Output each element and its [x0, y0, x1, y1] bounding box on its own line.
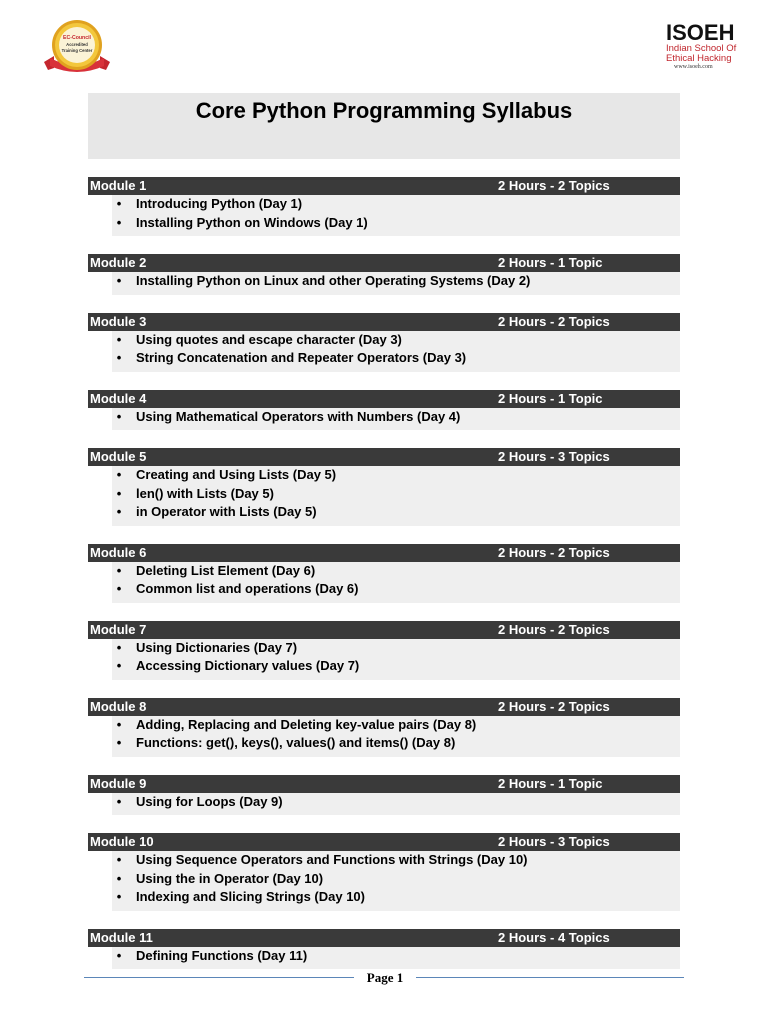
module-name: Module 10: [90, 834, 154, 849]
page-title: Core Python Programming Syllabus: [195, 98, 573, 123]
module-name: Module 8: [90, 698, 147, 714]
module-gap: [88, 603, 680, 621]
topic-text: Deleting List Element (Day 6): [136, 562, 316, 578]
topic-text: Using quotes and escape character (Day 3): [136, 331, 402, 347]
module-topics: [112, 851, 680, 911]
topic-text: Installing Python on Linux and other Operating Systems (Day 2): [136, 273, 531, 288]
topic-text: Functions: get(), keys(), values() and items() (Day 8): [136, 735, 456, 750]
module-topics: [112, 562, 680, 603]
topic-text: Introducing Python (Day 1): [136, 196, 303, 211]
module-gap: [88, 430, 680, 448]
isoeh-url: www.isoeh.com: [674, 64, 713, 70]
module-topics: [112, 639, 680, 680]
bullet-icon: •: [116, 196, 122, 211]
module-topics: [112, 793, 680, 816]
module-hours: 2 Hours - 3 Topics: [498, 449, 610, 464]
module-hours: 2 Hours - 2 Topics: [498, 313, 610, 329]
module-gap: [88, 757, 680, 775]
module-topics: [112, 716, 680, 757]
bullet-icon: •: [116, 408, 122, 424]
module-header: [88, 313, 680, 331]
module-section: [88, 313, 680, 390]
bullet-icon: •: [116, 214, 122, 230]
module-list: [88, 177, 680, 969]
module-gap: [88, 236, 680, 254]
topic-text: Using for Loops (Day 9): [136, 793, 283, 809]
module-gap: [88, 911, 680, 929]
topic-text: Defining Functions (Day 11): [136, 947, 308, 963]
bullet-icon: •: [116, 716, 122, 732]
module-topics: [112, 195, 680, 236]
topic-text: String Concatenation and Repeater Operators (Day 3): [136, 350, 467, 365]
topic-text: Using the in Operator (Day 10): [136, 870, 324, 886]
bullet-icon: •: [116, 581, 122, 596]
module-hours: 2 Hours - 2 Topics: [498, 544, 610, 560]
module-header: [88, 775, 680, 793]
badge-icon: [40, 18, 114, 80]
bullet-icon: •: [116, 852, 122, 867]
bullet-icon: •: [116, 562, 122, 578]
module-hours: 2 Hours - 4 Topics: [498, 929, 610, 945]
topic-item: [112, 195, 680, 214]
topic-item: [112, 485, 680, 504]
topic-item: [112, 851, 680, 870]
topic-text: Using Dictionaries (Day 7): [136, 639, 298, 655]
topic-text: Installing Python on Windows (Day 1): [136, 214, 368, 230]
module-name: Module 5: [90, 449, 147, 464]
module-section: [88, 775, 680, 834]
module-gap: [88, 526, 680, 544]
bullet-icon: •: [116, 947, 122, 963]
module-hours: 2 Hours - 2 Topics: [498, 698, 610, 714]
topic-item: [112, 870, 680, 889]
module-section: [88, 621, 680, 698]
bullet-icon: •: [116, 658, 122, 673]
bullet-icon: •: [116, 331, 122, 347]
module-gap: [88, 372, 680, 390]
module-header: [88, 621, 680, 639]
module-section: [88, 177, 680, 254]
module-name: Module 1: [90, 178, 147, 193]
topic-item: [112, 639, 680, 658]
module-header: [88, 390, 680, 408]
bullet-icon: •: [116, 793, 122, 809]
bullet-icon: •: [116, 273, 122, 288]
module-name: Module 11: [90, 929, 153, 945]
topic-item: [112, 408, 680, 427]
topic-text: Using Mathematical Operators with Numbers (Day 4): [136, 408, 461, 424]
module-header: [88, 698, 680, 716]
module-header: [88, 448, 680, 466]
topic-item: [112, 793, 680, 812]
topic-item: [112, 466, 680, 485]
module-topics: [112, 408, 680, 431]
module-hours: 2 Hours - 2 Topics: [498, 621, 610, 637]
badge-line2: Accredited: [66, 42, 88, 47]
module-topics: [112, 466, 680, 526]
page-footer: [84, 966, 684, 990]
module-section: [88, 390, 680, 449]
module-hours: 2 Hours - 1 Topic: [498, 255, 603, 270]
module-name: Module 9: [90, 775, 147, 791]
badge-line3: Training Center: [61, 48, 93, 53]
module-section: [88, 833, 680, 929]
module-gap: [88, 295, 680, 313]
topic-item: [112, 657, 680, 676]
topic-item: [112, 503, 680, 522]
topic-text: len() with Lists (Day 5): [136, 485, 274, 501]
footer-rule-right: [416, 977, 684, 978]
module-name: Module 2: [90, 255, 147, 270]
topic-item: [112, 349, 680, 368]
bullet-icon: •: [116, 735, 122, 750]
isoeh-sub1: Indian School Of: [666, 43, 737, 54]
bullet-icon: •: [116, 889, 122, 904]
module-topics: [112, 272, 680, 295]
module-hours: 2 Hours - 1 Topic: [498, 390, 603, 406]
module-header: [88, 254, 680, 272]
topic-item: [112, 214, 680, 233]
topic-text: Indexing and Slicing Strings (Day 10): [136, 889, 365, 904]
module-gap: [88, 680, 680, 698]
bullet-icon: •: [116, 870, 122, 886]
title-box: [88, 93, 680, 159]
topic-text: Creating and Using Lists (Day 5): [136, 467, 337, 482]
topic-item: [112, 331, 680, 350]
module-header: [88, 544, 680, 562]
topic-item: [112, 580, 680, 599]
bullet-icon: •: [116, 467, 122, 482]
topic-text: Common list and operations (Day 6): [136, 581, 359, 596]
module-section: [88, 544, 680, 621]
module-header: [88, 833, 680, 851]
bullet-icon: •: [116, 350, 122, 365]
topic-item: [112, 272, 680, 291]
module-gap: [88, 815, 680, 833]
bullet-icon: •: [116, 504, 122, 519]
isoeh-logo: [666, 22, 746, 71]
bullet-icon: •: [116, 485, 122, 501]
badge-line1: EC-Council: [63, 35, 91, 41]
ec-council-badge-logo: [40, 18, 114, 80]
topic-text: in Operator with Lists (Day 5): [136, 504, 317, 519]
module-name: Module 7: [90, 621, 147, 637]
module-name: Module 4: [90, 390, 147, 406]
module-topics: [112, 331, 680, 372]
page-number: Page 1: [366, 970, 404, 985]
module-section: [88, 929, 680, 970]
module-hours: 2 Hours - 1 Topic: [498, 775, 603, 791]
topic-item: [112, 734, 680, 753]
module-hours: 2 Hours - 3 Topics: [498, 834, 610, 849]
module-name: Module 6: [90, 544, 147, 560]
topic-text: Using Sequence Operators and Functions with Strings (Day 10): [136, 852, 528, 867]
module-header: [88, 929, 680, 947]
topic-text: Adding, Replacing and Deleting key-value pairs (Day 8): [136, 716, 477, 732]
module-header: [88, 177, 680, 195]
isoeh-brand: ISOEH: [666, 20, 735, 45]
module-section: [88, 698, 680, 775]
footer-rule-left: [84, 977, 354, 978]
module-name: Module 3: [90, 313, 147, 329]
isoeh-sub2: Ethical Hacking: [666, 53, 732, 64]
module-hours: 2 Hours - 2 Topics: [498, 178, 610, 193]
module-section: [88, 448, 680, 544]
topic-item: [112, 562, 680, 581]
bullet-icon: •: [116, 639, 122, 655]
topic-text: Accessing Dictionary values (Day 7): [136, 658, 360, 673]
topic-item: [112, 888, 680, 907]
topic-item: [112, 716, 680, 735]
topic-item: [112, 947, 680, 966]
module-section: [88, 254, 680, 313]
